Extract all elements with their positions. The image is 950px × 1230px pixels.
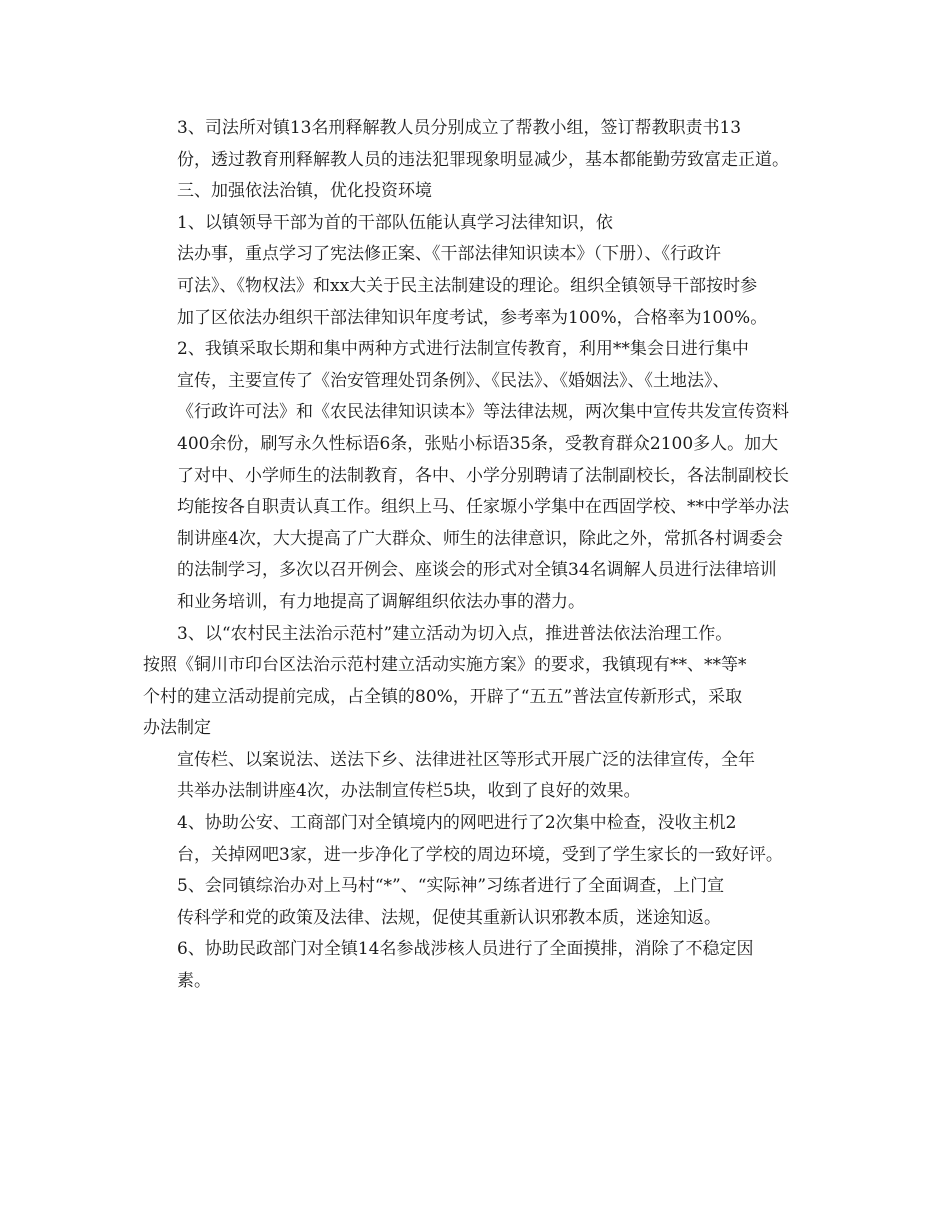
text-line: 按照《铜川市印台区法治示范村建立活动实施方案》的要求，我镇现有**、**等* xyxy=(143,655,747,676)
text-line: 4、协助公安、工商部门对全镇境内的网吧进行了2次集中检查，没收主机2 xyxy=(177,813,737,834)
paragraph xyxy=(143,239,807,334)
text-line: 传科学和党的政策及法律、法规，促使其重新认识邪教本质，迷途知返。 xyxy=(177,907,721,928)
text-line: 2、我镇采取长期和集中两种方式进行法制宣传教育，利用**集会日进行集中 xyxy=(177,339,749,360)
text-line: 制讲座4次，大大提高了广大群众、师生的法律意识，除此之外，常抓各村调委会 xyxy=(177,528,783,549)
text-line: 1、以镇领导干部为首的干部队伍能认真学习法律知识，依 xyxy=(177,212,613,233)
paragraph xyxy=(143,176,807,208)
text-line: 5、会同镇综治办对上马村“*”、“实际神”习练者进行了全面调查，上门宣 xyxy=(177,876,725,897)
text-line: 400余份，刷写永久性标语6条，张贴小标语35条，受教育群众2100多人。加大 xyxy=(177,433,779,454)
text-line: 素。 xyxy=(177,971,211,992)
text-line: 《行政许可法》和《农民法律知识读本》等法律法规，两次集中宣传共发宣传资料 xyxy=(177,402,789,423)
paragraph xyxy=(143,808,807,871)
text-line: 6、协助民政部门对全镇14名参战涉核人员进行了全面摸排，消除了不稳定因 xyxy=(177,939,754,960)
text-line: 宣传，主要宣传了《治安管理处罚条例》、《民法》、《婚姻法》、《土地法》、 xyxy=(177,370,730,391)
text-line: 3、以“农村民主法治示范村”建立活动为切入点，推进普法依法治理工作。 xyxy=(177,623,733,644)
paragraph xyxy=(143,650,807,745)
text-line: 份，透过教育刑释解教人员的违法犯罪现象明显减少，基本都能勤劳致富走正道。 xyxy=(177,149,789,170)
paragraph xyxy=(143,871,807,934)
text-line: 宣传栏、以案说法、送法下乡、法律进社区等形式开展广泛的法律宣传，全年 xyxy=(177,749,755,770)
text-line: 可法》、《物权法》和xx大关于民主法制建设的理论。组织全镇领导干部按时参 xyxy=(177,275,758,296)
document-body xyxy=(143,113,807,998)
paragraph xyxy=(143,334,807,618)
text-line: 均能按各自职责认真工作。组织上马、任家塬小学集中在西固学校、**中学举办法 xyxy=(177,497,789,518)
paragraph xyxy=(143,619,807,651)
paragraph xyxy=(143,934,807,997)
paragraph xyxy=(143,113,807,176)
text-line: 3、司法所对镇13名刑释解教人员分别成立了帮教小组，签订帮教职责书13 xyxy=(177,118,742,138)
paragraph xyxy=(143,745,807,808)
text-line: 法办事，重点学习了宪法修正案、《干部法律知识读本》（下册）、《行政许 xyxy=(177,244,721,265)
text-line: 办法制定 xyxy=(143,718,211,739)
text-line: 个村的建立活动提前完成，占全镇的80%，开辟了“五五”普法宣传新形式，采取 xyxy=(143,686,743,707)
text-line: 三、加强依法治镇，优化投资环境 xyxy=(177,181,432,202)
text-line: 和业务培训，有力地提高了调解组织依法办事的潜力。 xyxy=(177,591,585,612)
text-line: 加了区依法办组织干部法律知识年度考试，参考率为100%，合格率为100%。 xyxy=(177,307,768,328)
text-line: 台，关掉网吧3家，进一步净化了学校的周边环境，受到了学生家长的一致好评。 xyxy=(177,844,783,865)
text-line: 了对中、小学师生的法制教育，各中、小学分别聘请了法制副校长，各法制副校长 xyxy=(177,465,789,486)
text-line: 的法制学习，多次以召开例会、座谈会的形式对全镇34名调解人员进行法律培训 xyxy=(177,560,777,581)
paragraph xyxy=(143,208,807,240)
text-line: 共举办法制讲座4次，办法制宣传栏5块，收到了良好的效果。 xyxy=(177,781,641,802)
